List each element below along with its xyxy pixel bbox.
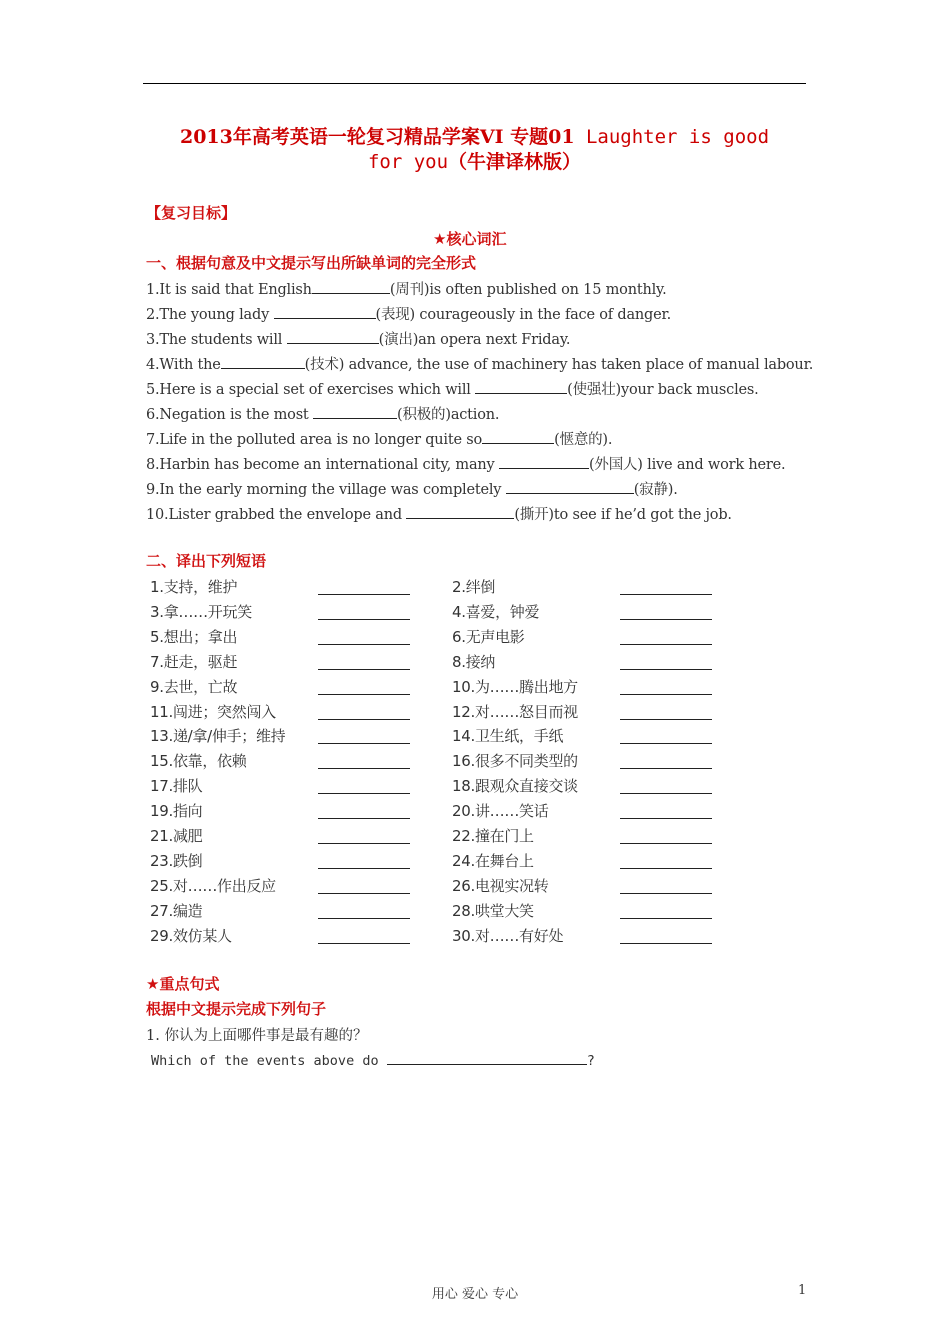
answer-line[interactable] <box>620 619 712 620</box>
page-title-line2: for you（牛津译林版） <box>367 151 582 173</box>
phrase-item: 23.跌倒 <box>150 851 203 870</box>
part3-subheading: 根据中文提示完成下列句子 <box>146 1000 327 1018</box>
phrase-item: 24.在舞台上 <box>452 851 534 870</box>
phrase-item: 13.递/拿/伸手；维持 <box>150 727 286 746</box>
phrase-item: 29.效仿某人 <box>150 926 232 945</box>
phrase-item: 15.依靠，依赖 <box>150 752 247 771</box>
phrase-item: 30.对……有好处 <box>452 926 564 945</box>
answer-line[interactable] <box>318 893 410 894</box>
phrase-item: 12.对……怒目而视 <box>452 702 578 721</box>
answer-line[interactable] <box>318 918 410 919</box>
answer-blank[interactable] <box>313 404 397 419</box>
answer-line[interactable] <box>318 719 410 720</box>
phrase-item: 14.卫生纸，手纸 <box>452 727 564 746</box>
answer-blank[interactable] <box>287 329 379 344</box>
page-footer: 用心 爱心 专心 <box>431 1287 519 1302</box>
answer-blank[interactable] <box>406 504 514 519</box>
answer-blank[interactable] <box>274 304 376 319</box>
phrase-item: 1.支持，维护 <box>150 578 238 596</box>
answer-line[interactable] <box>620 743 712 744</box>
answer-blank[interactable] <box>506 479 634 494</box>
phrase-item: 11.闯进；突然闯入 <box>150 702 276 721</box>
phrase-item: 2.绊倒 <box>452 578 496 596</box>
phrase-item: 8.接纳 <box>452 652 496 671</box>
phrase-item: 19.指向 <box>150 802 203 821</box>
answer-line[interactable] <box>318 619 410 620</box>
vocab-item: 5.Here is a special set of exercises which will (使强壮)your back muscles. <box>146 378 759 399</box>
key-sentences-heading: ★重点句式 <box>146 975 220 993</box>
answer-line[interactable] <box>318 818 410 819</box>
phrase-item: 9.去世，亡故 <box>150 677 238 696</box>
answer-blank[interactable] <box>312 279 390 294</box>
answer-line[interactable] <box>620 644 712 645</box>
answer-line[interactable] <box>620 793 712 794</box>
answer-line[interactable] <box>318 669 410 670</box>
phrase-item: 18.跟观众直接交谈 <box>452 777 578 796</box>
phrase-item: 27.编造 <box>150 901 203 920</box>
answer-line[interactable] <box>318 793 410 794</box>
answer-line[interactable] <box>318 644 410 645</box>
answer-line[interactable] <box>318 768 410 769</box>
phrase-item: 4.喜爱，钟爱 <box>452 602 540 621</box>
page-number: 1 <box>798 1283 807 1298</box>
phrase-item: 5.想出；拿出 <box>150 627 238 646</box>
answer-line[interactable] <box>318 868 410 869</box>
sentence-q1-cn: 1. 你认为上面哪件事是最有趣的？ <box>146 1028 368 1044</box>
sentence-q1-en: Which of the events above do ? <box>151 1050 595 1069</box>
header-rule <box>143 83 806 84</box>
vocab-item: 4.With the (技术) advance, the use of machinery has taken place of manual labour. <box>146 353 813 374</box>
vocab-item: 10.Lister grabbed the envelope and (撕开)to see if he’d got the job. <box>146 503 732 524</box>
vocab-item: 9.In the early morning the village was completely (寂静). <box>146 478 678 499</box>
answer-line[interactable] <box>620 669 712 670</box>
answer-line[interactable] <box>318 743 410 744</box>
phrase-item: 17.排队 <box>150 777 203 796</box>
answer-line[interactable] <box>620 868 712 869</box>
phrase-item: 6.无声电影 <box>452 627 525 646</box>
answer-line[interactable] <box>620 719 712 720</box>
answer-line[interactable] <box>620 818 712 819</box>
page-title: 2013年高考英语一轮复习精品学案VI 专题01 Laughter is good <box>179 126 770 148</box>
answer-blank[interactable] <box>221 354 305 369</box>
part1-heading: 一、根据句意及中文提示写出所缺单词的完全形式 <box>146 254 477 272</box>
vocab-item: 3.The students will (演出)an opera next Friday. <box>146 328 570 349</box>
answer-line[interactable] <box>620 768 712 769</box>
answer-blank[interactable] <box>499 454 589 469</box>
phrase-item: 21.减肥 <box>150 827 203 845</box>
answer-blank[interactable] <box>475 379 567 394</box>
answer-line[interactable] <box>620 893 712 894</box>
answer-line[interactable] <box>318 943 410 944</box>
phrase-item: 3.拿……开玩笑 <box>150 602 252 621</box>
phrase-item: 20.讲……笑话 <box>452 802 549 821</box>
answer-blank[interactable] <box>387 1050 587 1065</box>
answer-line[interactable] <box>620 843 712 844</box>
vocab-item: 2.The young lady (表现) courageously in the face of danger. <box>146 303 671 324</box>
phrase-item: 25.对……作出反应 <box>150 876 276 895</box>
answer-line[interactable] <box>318 694 410 695</box>
answer-line[interactable] <box>318 594 410 595</box>
phrase-item: 16.很多不同类型的 <box>452 752 578 771</box>
vocab-item: 6.Negation is the most (积极的)action. <box>146 403 499 424</box>
part2-heading: 二、译出下列短语 <box>146 552 267 570</box>
answer-line[interactable] <box>620 918 712 919</box>
phrase-item: 22.撞在门上 <box>452 827 534 845</box>
vocab-item: 7.Life in the polluted area is no longer quite so (惬意的). <box>146 428 612 449</box>
review-goal-heading: 【复习目标】 <box>146 204 237 222</box>
answer-line[interactable] <box>318 843 410 844</box>
phrase-item: 7.赶走，驱赶 <box>150 652 238 671</box>
phrase-item: 10.为……腾出地方 <box>452 677 578 696</box>
phrase-item: 28.哄堂大笑 <box>452 901 534 920</box>
answer-line[interactable] <box>620 594 712 595</box>
phrase-item: 26.电视实况转 <box>452 876 549 895</box>
vocab-item: 1.It is said that English (周刊)is often published on 15 monthly. <box>146 278 667 299</box>
vocab-item: 8.Harbin has become an international city, many (外国人) live and work here. <box>146 453 785 474</box>
answer-line[interactable] <box>620 943 712 944</box>
core-vocab-heading: ★核心词汇 <box>433 230 507 248</box>
answer-blank[interactable] <box>482 429 554 444</box>
answer-line[interactable] <box>620 694 712 695</box>
